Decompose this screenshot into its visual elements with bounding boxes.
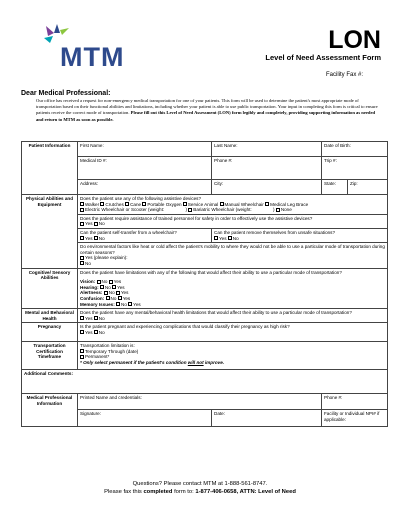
confusion-yes-label: Yes: [122, 295, 131, 301]
electric-wheelchair-label: Electric Wheelchair or Scooter (weight:: [85, 207, 165, 213]
assist-no-label: No: [98, 221, 105, 227]
temporary-checkbox[interactable]: [80, 349, 84, 353]
mtm-wordmark: MTM: [60, 42, 125, 72]
assist-no-checkbox[interactable]: [94, 222, 98, 226]
none-checkbox[interactable]: [276, 208, 280, 212]
electric-wheelchair-checkbox[interactable]: [80, 208, 84, 212]
hearing-no-checkbox[interactable]: [100, 285, 104, 289]
transfer-yes-label: Yes: [85, 235, 93, 241]
hearing-yes-checkbox[interactable]: [112, 285, 116, 289]
assistive-devices-label: Does the patient use any of the following assistive devices?: [80, 196, 202, 201]
printed-name-field[interactable]: Printed Name and credentials:: [78, 394, 322, 410]
permanent-checkbox[interactable]: [80, 355, 84, 359]
alertness-yes-label: Yes: [120, 290, 129, 296]
env-yes-checkbox[interactable]: [80, 256, 84, 260]
confusion-yes-checkbox[interactable]: [118, 296, 122, 300]
pregnancy-no-checkbox[interactable]: [94, 330, 98, 334]
mental-label: Does the patient have any mental/behavioral health limitations that would affect their ability to use a particular mode of transportation?: [80, 310, 352, 316]
assistive-devices-question: [78, 195, 388, 215]
leg-brace-label: Medical Leg Brace: [270, 201, 309, 207]
vision-yes-checkbox[interactable]: [109, 280, 113, 284]
memory-no-checkbox[interactable]: [116, 302, 120, 306]
trip-field[interactable]: Trip #:: [322, 157, 388, 180]
transport-question: [78, 342, 388, 370]
state-field[interactable]: State:: [322, 180, 348, 195]
date-field[interactable]: Date:: [212, 410, 322, 427]
pregnancy-yes-checkbox[interactable]: [80, 330, 84, 334]
hearing-yes-label: Yes: [117, 284, 125, 290]
portable-oxygen-label: Portable Oxygen: [147, 201, 182, 207]
dob-field[interactable]: Date of Birth:: [322, 142, 388, 157]
assist-yes-label: Yes: [85, 221, 93, 227]
footer-fax-instructions: Please fax this completed form to: 1-877-406-0658, ATTN: Level of Need: [104, 489, 296, 495]
env-no-label: No: [85, 260, 91, 266]
walker-label: Walker: [85, 201, 100, 207]
address-field[interactable]: Address:: [78, 180, 212, 195]
mental-no-label: No: [98, 315, 105, 321]
additional-comments-field[interactable]: Additional Comments:: [22, 370, 388, 394]
unsafe-situations-question: [212, 228, 388, 242]
confusion-label: Confusion:: [80, 295, 105, 301]
crutches-label: Crutches: [105, 201, 124, 207]
self-transfer-question: [78, 228, 212, 242]
intro-paragraph: [36, 98, 380, 123]
vision-no-checkbox[interactable]: [97, 280, 101, 284]
confusion-no-label: No: [110, 295, 117, 301]
leg-brace-checkbox[interactable]: [265, 202, 269, 206]
zip-field[interactable]: Zip:: [348, 180, 388, 195]
alertness-yes-checkbox[interactable]: [116, 291, 120, 295]
medical-id-field[interactable]: Medical ID #:: [78, 157, 212, 180]
pregnancy-yes-label: Yes: [85, 329, 93, 335]
pregnancy-section-label: Pregnancy: [22, 323, 78, 342]
npi-field[interactable]: Facility or Individual NPI# if applicable:: [322, 410, 388, 427]
cognitive-label: Does the patient have limitations with any of the following that would affect their ability to use a particular mode of transportation?: [80, 269, 342, 275]
temporary-label: Temporary Through (date): [85, 348, 139, 354]
portable-oxygen-checkbox[interactable]: [142, 202, 146, 206]
mental-section-label: Mental and Behavioral Health: [22, 309, 78, 323]
env-yes-label: Yes (please explain):: [85, 255, 128, 261]
permanent-label: Permanent*: [85, 354, 110, 360]
service-animal-checkbox[interactable]: [183, 202, 187, 206]
unsafe-yes-label: Yes: [219, 235, 227, 241]
trained-assistance-label: Does the patient require assistance of trained personnel for safety in order to effectively use the assistive devices?: [80, 215, 313, 221]
bariatric-wheelchair-checkbox[interactable]: [188, 208, 192, 212]
environmental-question: [78, 243, 388, 268]
intro-text: Our office has received a request for non-emergency medical transportation for one of your patients. This form will be used to determine the patient's most appropriate mode of transportation based on their functional abilities and limitations, including whether your patient is able to use public transportation. Your input in completing this form is critical to ensure patients receive the correct mode of transportation.: [36, 98, 378, 116]
trained-assistance-question: [78, 214, 388, 228]
cognitive-question: [78, 268, 388, 309]
permanent-note: * Only select permanent if the patient's condition will not improve.: [80, 360, 225, 366]
confusion-no-checkbox[interactable]: [106, 296, 110, 300]
mental-question: [78, 309, 388, 323]
last-name-field[interactable]: Last Name:: [212, 142, 322, 157]
none-label: None: [280, 207, 292, 213]
form-code: LON: [328, 26, 381, 54]
manual-wheelchair-label: Manual Wheelchair: [224, 201, 264, 207]
pregnancy-no-label: No: [98, 329, 105, 335]
memory-no-label: No: [121, 301, 127, 307]
pregnancy-label: Is the patient pregnant and experiencing complications that would classify their pregnancy as high risk?: [80, 324, 290, 330]
unsafe-situations-label: Can the patient remove themselves from unsafe situations?: [214, 229, 336, 235]
cane-checkbox[interactable]: [125, 202, 129, 206]
environmental-label: Do environmental factors like heat or cold affect the patient's mobility to where they would not be able to use a particular mode of transportation during certain seasons?: [80, 244, 385, 255]
city-field[interactable]: City:: [212, 180, 322, 195]
mental-no-checkbox[interactable]: [94, 316, 98, 320]
greeting: Dear Medical Professional:: [21, 90, 111, 97]
cane-label: Cane: [130, 201, 142, 207]
assessment-form: [21, 141, 388, 427]
alertness-label: Alertness:: [80, 290, 103, 296]
vision-no-label: No: [101, 279, 108, 285]
hearing-no-label: No: [104, 284, 111, 290]
transport-label: Transportation limitation is:: [80, 343, 135, 349]
devices-row-2: Electric Wheelchair or Scooter (weight: ) Bariatric Wheelchair (weight: ) None: [80, 207, 385, 213]
first-name-field[interactable]: First Name:: [78, 142, 212, 157]
unsafe-no-checkbox[interactable]: [228, 236, 232, 240]
unsafe-yes-checkbox[interactable]: [214, 236, 218, 240]
hearing-label: Hearing:: [80, 284, 99, 290]
intro-instructions: Please fill out this Level of Need Assessment (LON) form legibly and completely, providing supporting information as needed and return to MTM as soon as possible.: [36, 110, 376, 122]
memory-yes-checkbox[interactable]: [128, 302, 132, 306]
crutches-checkbox[interactable]: [100, 202, 104, 206]
patient-phone-field[interactable]: Phone #:: [212, 157, 322, 180]
bariatric-wheelchair-label: Bariatric Wheelchair (weight:: [193, 207, 252, 213]
alertness-no-label: No: [108, 290, 115, 296]
memory-label: Memory Issues:: [80, 301, 115, 307]
medical-section-label: Medical Professional Information: [22, 394, 78, 427]
physical-section-label: Physical Abilities and Equipment: [22, 195, 78, 269]
professional-phone-field[interactable]: Phone #:: [322, 394, 388, 410]
cognitive-section-label: Cognitive/ Sensory Abilities: [22, 268, 78, 309]
manual-wheelchair-checkbox[interactable]: [220, 202, 224, 206]
facility-fax-field[interactable]: Facility Fax #:: [325, 72, 363, 78]
transport-section-label: Transportation Certification Timeframe: [22, 342, 78, 370]
self-transfer-label: Can the patient self-transfer from a wheelchair?: [80, 229, 177, 235]
mental-yes-checkbox[interactable]: [80, 316, 84, 320]
patient-section-label: Patient Information: [22, 142, 78, 195]
transfer-yes-checkbox[interactable]: [80, 236, 84, 240]
mtm-logo: [42, 24, 152, 70]
walker-checkbox[interactable]: [80, 202, 84, 206]
signature-field[interactable]: Signature:: [78, 410, 212, 427]
form-title: Level of Need Assessment Form: [265, 53, 381, 62]
unsafe-no-label: No: [232, 235, 239, 241]
vision-label: Vision:: [80, 279, 96, 285]
alertness-no-checkbox[interactable]: [104, 291, 108, 295]
transfer-no-label: No: [98, 235, 105, 241]
service-animal-label: Service Animal: [187, 201, 219, 207]
pregnancy-question: [78, 323, 388, 342]
mental-yes-label: Yes: [85, 315, 93, 321]
transfer-no-checkbox[interactable]: [94, 236, 98, 240]
env-no-checkbox[interactable]: [80, 261, 84, 265]
memory-yes-label: Yes: [133, 301, 141, 307]
assist-yes-checkbox[interactable]: [80, 222, 84, 226]
footer-contact: Questions? Please contact MTM at 1-888-561-8747.: [132, 481, 268, 487]
vision-yes-label: Yes: [113, 279, 122, 285]
